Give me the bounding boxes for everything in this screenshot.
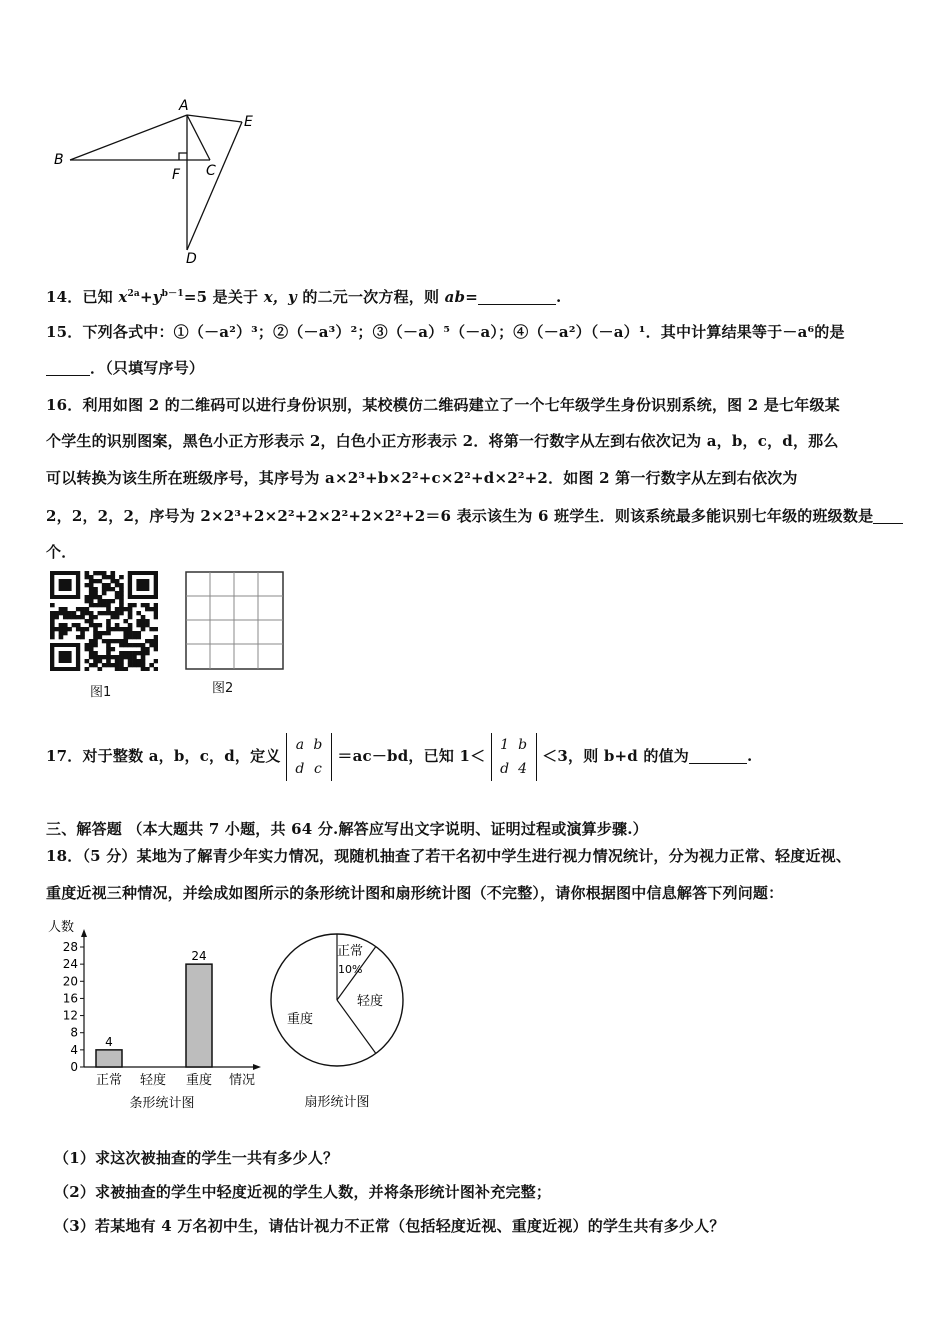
answer-blank-14[interactable] [478,290,556,305]
geometry-figure [50,95,280,265]
bar-data-label: 24 [191,949,207,964]
pie-slice-percent: 10% [338,963,363,976]
label-b: B [54,152,64,168]
figure-2-caption: 图2 [212,681,234,696]
x-axis-arrow [253,1064,261,1070]
question-16-line-4: 2，2，2，2，序号为 2×2³+2×2²+2×2²+2×2²+2＝6 表示该生为 6 班学生．则该系统最多能识别七年级的班级数是 [46,505,903,526]
segment-ed [187,122,242,250]
y-axis-arrow [81,929,87,937]
y-tick-label: 16 [62,991,78,1006]
question-15-line-2: ．（只填写序号） [46,357,204,378]
bar-正常 [96,1050,122,1067]
determinant-definition: a b d c [286,733,332,781]
question-16-line-5: 个． [46,543,77,561]
bar-data-label: 4 [105,1034,113,1049]
pie-slice-label: 轻度 [357,994,384,1009]
question-18-line-2: 重度近视三种情况，并绘成如图所示的条形统计图和扇形统计图（不完整），请你根据图中信息解答下列问题： [46,884,784,902]
question-14: 14．已知 $x^{2a}+y^{b-1}=5$ 是关于 x，y 的二元一次方程，则 ab= . [46,288,562,306]
bar-chart [42,915,267,1115]
question-16-line-3: 可以转换为该生所在班级序号，其序号为 a×2³+b×2²+c×2²+d×2²+2．如图 2 第一行数字从左到右依次为 [46,469,798,487]
grid-figure-2 [185,571,285,671]
pie-slice-label: 重度 [287,1012,314,1027]
y-tick-label: 0 [70,1060,78,1074]
y-tick-label: 4 [70,1042,78,1057]
question-15-line-1: 15．下列各式中：①（－a²）³；②（－a³）²；③（－a）⁵（－a）；④（－a²）（－a）¹．其中计算结果等于－a⁶的是 [46,323,845,341]
pie-chart-title: 扇形统计图 [304,1095,370,1110]
bar-chart-title: 条形统计图 [129,1096,195,1111]
question-18-sub-1: （1）求这次被抽查的学生一共有多少人？ [54,1149,339,1167]
answer-blank-15[interactable] [46,361,90,376]
pie-chart [265,915,415,1115]
qr-code-figure-1 [50,571,158,671]
bar-重度 [186,964,212,1067]
y-tick-label: 20 [62,974,78,989]
section-3-heading: 三、解答题 （本大题共 7 小题，共 64 分.解答应写出文字说明、证明过程或演算步骤.） [46,820,648,838]
answer-blank-17[interactable] [689,749,747,764]
x-axis-label: 情况 [228,1073,256,1088]
pie-slice-label: 正常 [337,944,364,959]
y-axis-label: 人数 [48,920,75,935]
label-a: A [179,98,189,114]
question-18-sub-3: （3）若某地有 4 万名初中生，请估计视力不正常（包括轻度近视、重度近视）的学生共有多少人？ [54,1217,725,1235]
question-18-line-1: 18．（5 分）某地为了解青少年实力情况，现随机抽查了若干名初中学生进行视力情况统计，分为视力正常、轻度近视、 [46,847,852,865]
answer-blank-16[interactable] [873,509,903,524]
label-d: D [186,251,197,265]
y-tick-label: 12 [62,1008,78,1023]
segment-ae [187,115,242,122]
question-16-line-1: 16．利用如图 2 的二维码可以进行身份识别，某校模仿二维码建立了一个七年级学生身份识别系统，图 2 是七年级某 [46,396,840,414]
y-tick-label: 8 [70,1025,78,1040]
label-c: C [206,163,216,179]
x-tick-label: 正常 [95,1073,123,1088]
question-18-sub-2: （2）求被抽查的学生中轻度近视的学生人数，并将条形统计图补充完整； [54,1183,552,1201]
label-f: F [172,167,181,183]
y-tick-label: 28 [62,940,78,954]
x-tick-label: 轻度 [139,1073,167,1088]
segment-ac [187,115,210,160]
question-16-line-2: 个学生的识别图案，黑色小正方形表示 2，白色小正方形表示 2．将第一行数字从左到右依次记为 a，b，c，d，那么 [46,432,839,450]
right-angle-mark [179,153,187,160]
figure-1-caption: 图1 [90,685,112,700]
y-tick-label: 24 [62,957,78,972]
label-e: E [244,114,253,130]
determinant-given: 1 b d 4 [491,733,537,781]
segment-ab [70,115,187,160]
question-17: 17．对于整数 a，b，c，d，定义 a b d c ＝ac－bd，已知 1＜ 1 b d 4 ＜3，则 b+d 的值为 . [46,733,752,781]
x-tick-label: 重度 [185,1073,213,1088]
